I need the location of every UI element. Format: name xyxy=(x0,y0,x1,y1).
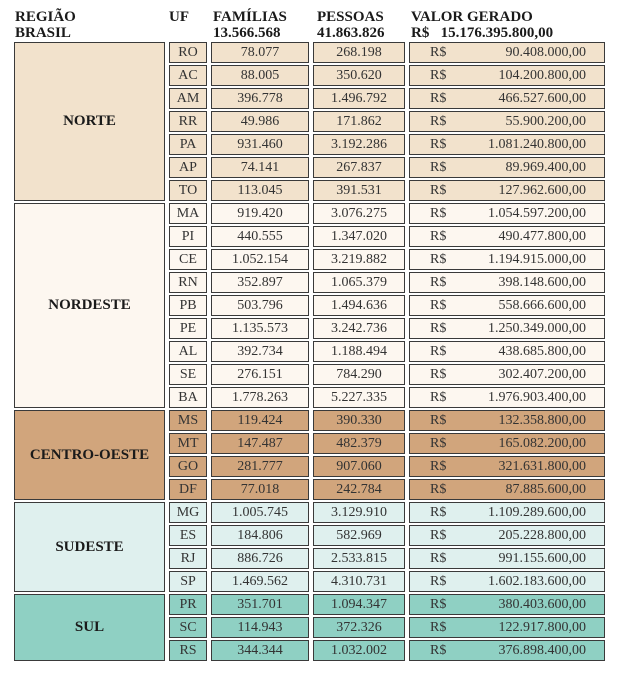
uf-column-header: UF xyxy=(169,9,189,25)
brasil-label: BRASIL xyxy=(15,25,71,41)
valor-value: 1.602.183.600,00 xyxy=(488,574,586,589)
familias-cell: 1.469.562 xyxy=(211,571,309,592)
familias-cell: 352.897 xyxy=(211,272,309,293)
valor-value: 1.194.915.000,00 xyxy=(488,252,586,267)
pessoas-cell: 1.494.636 xyxy=(313,295,405,316)
pessoas-cell: 171.862 xyxy=(313,111,405,132)
familias-cell: 77.018 xyxy=(211,479,309,500)
pessoas-cell: 1.188.494 xyxy=(313,341,405,362)
uf-cell: PI xyxy=(169,226,207,247)
pessoas-cell: 482.379 xyxy=(313,433,405,454)
pessoas-cell: 1.032.002 xyxy=(313,640,405,661)
currency-label: R$ xyxy=(430,390,447,405)
currency-label: R$ xyxy=(430,436,447,451)
valor-value: 380.403.600,00 xyxy=(498,597,586,612)
valor-value: 398.148.600,00 xyxy=(498,275,586,290)
uf-cell: AM xyxy=(169,88,207,109)
uf-cell: GO xyxy=(169,456,207,477)
uf-cell: SC xyxy=(169,617,207,638)
currency-label: R$ xyxy=(430,252,447,267)
valor-value: 87.885.600,00 xyxy=(505,482,586,497)
familias-cell: 78.077 xyxy=(211,42,309,63)
uf-cell: RJ xyxy=(169,548,207,569)
currency-label: R$ xyxy=(430,413,447,428)
uf-cell: RN xyxy=(169,272,207,293)
currency-label: R$ xyxy=(430,551,447,566)
familias-cell: 281.777 xyxy=(211,456,309,477)
valor-value: 1.976.903.400,00 xyxy=(488,390,586,405)
familias-cell: 931.460 xyxy=(211,134,309,155)
currency-label: R$ xyxy=(430,229,447,244)
valor-value: 165.082.200,00 xyxy=(498,436,586,451)
familias-cell: 74.141 xyxy=(211,157,309,178)
uf-cell: SE xyxy=(169,364,207,385)
pessoas-cell: 1.496.792 xyxy=(313,88,405,109)
familias-cell: 114.943 xyxy=(211,617,309,638)
pessoas-cell: 267.837 xyxy=(313,157,405,178)
valor-cell xyxy=(409,617,605,638)
valor-cell xyxy=(409,65,605,86)
region-cell: NORDESTE xyxy=(14,203,165,408)
currency-label: R$ xyxy=(430,137,447,152)
uf-cell: RS xyxy=(169,640,207,661)
valor-value: 490.477.800,00 xyxy=(498,229,586,244)
currency-label: R$ xyxy=(430,91,447,106)
pessoas-cell: 390.330 xyxy=(313,410,405,431)
familias-cell: 396.778 xyxy=(211,88,309,109)
currency-label: R$ xyxy=(430,574,447,589)
valor-value: 89.969.400,00 xyxy=(505,160,586,175)
uf-cell: AP xyxy=(169,157,207,178)
pessoas-cell: 582.969 xyxy=(313,525,405,546)
pessoas-cell: 3.129.910 xyxy=(313,502,405,523)
pessoas-cell: 350.620 xyxy=(313,65,405,86)
valor-cell xyxy=(409,272,605,293)
familias-cell: 276.151 xyxy=(211,364,309,385)
pessoas-cell: 1.094.347 xyxy=(313,594,405,615)
currency-label: R$ xyxy=(430,160,447,175)
familias-cell: 1.778.263 xyxy=(211,387,309,408)
pessoas-total: 41.863.826 xyxy=(317,25,385,41)
currency-label: R$ xyxy=(430,275,447,290)
valor-value: 122.917.800,00 xyxy=(498,620,586,635)
valor-cell xyxy=(409,318,605,339)
valor-cell xyxy=(409,295,605,316)
currency-label: R$ xyxy=(430,459,447,474)
uf-cell: CE xyxy=(169,249,207,270)
uf-cell: PB xyxy=(169,295,207,316)
valor-value: 205.228.800,00 xyxy=(498,528,586,543)
valor-cell xyxy=(409,42,605,63)
valor-cell xyxy=(409,387,605,408)
familias-total: 13.566.568 xyxy=(213,25,281,41)
valor-value: 991.155.600,00 xyxy=(498,551,586,566)
valor-cell xyxy=(409,180,605,201)
pessoas-cell: 2.533.815 xyxy=(313,548,405,569)
valor-value: 1.081.240.800,00 xyxy=(488,137,586,152)
familias-cell: 119.424 xyxy=(211,410,309,431)
currency-label: R$ xyxy=(430,528,447,543)
region-cell: NORTE xyxy=(14,42,165,201)
currency-label: R$ xyxy=(430,643,447,658)
pessoas-cell: 3.076.275 xyxy=(313,203,405,224)
valor-value: 438.685.800,00 xyxy=(498,344,586,359)
valor-cell xyxy=(409,88,605,109)
valor-value: 558.666.600,00 xyxy=(498,298,586,313)
familias-cell: 919.420 xyxy=(211,203,309,224)
valor-column-header: VALOR GERADO xyxy=(411,9,533,25)
currency-label: R$ xyxy=(430,505,447,520)
currency-label: R$ xyxy=(430,620,447,635)
valor-total: R$ 15.176.395.800,00 xyxy=(411,25,554,41)
familias-cell: 49.986 xyxy=(211,111,309,132)
currency-label: R$ xyxy=(430,114,447,129)
valor-cell xyxy=(409,594,605,615)
familias-cell: 184.806 xyxy=(211,525,309,546)
valor-cell xyxy=(409,134,605,155)
valor-value: 302.407.200,00 xyxy=(498,367,586,382)
uf-cell: DF xyxy=(169,479,207,500)
region-cell: SUDESTE xyxy=(14,502,165,592)
uf-cell: MG xyxy=(169,502,207,523)
pessoas-cell: 268.198 xyxy=(313,42,405,63)
familias-cell: 1.005.745 xyxy=(211,502,309,523)
familias-cell: 88.005 xyxy=(211,65,309,86)
familias-cell: 113.045 xyxy=(211,180,309,201)
valor-value: 1.054.597.200,00 xyxy=(488,206,586,221)
pessoas-column-header: PESSOAS xyxy=(317,9,384,25)
uf-cell: AC xyxy=(169,65,207,86)
uf-cell: MS xyxy=(169,410,207,431)
familias-cell: 503.796 xyxy=(211,295,309,316)
region-cell: CENTRO-OESTE xyxy=(14,410,165,500)
familias-cell: 1.135.573 xyxy=(211,318,309,339)
region-column-header: REGIÃO xyxy=(15,9,76,25)
valor-cell xyxy=(409,364,605,385)
pessoas-cell: 391.531 xyxy=(313,180,405,201)
pessoas-cell: 3.242.736 xyxy=(313,318,405,339)
valor-cell xyxy=(409,456,605,477)
uf-cell: ES xyxy=(169,525,207,546)
pessoas-cell: 907.060 xyxy=(313,456,405,477)
region-cell: SUL xyxy=(14,594,165,661)
uf-cell: AL xyxy=(169,341,207,362)
currency-label: R$ xyxy=(430,597,447,612)
familias-cell: 351.701 xyxy=(211,594,309,615)
valor-value: 1.109.289.600,00 xyxy=(488,505,586,520)
uf-cell: MT xyxy=(169,433,207,454)
familias-cell: 392.734 xyxy=(211,341,309,362)
currency-label: R$ xyxy=(430,206,447,221)
pessoas-cell: 1.347.020 xyxy=(313,226,405,247)
pessoas-cell: 372.326 xyxy=(313,617,405,638)
valor-value: 127.962.600,00 xyxy=(498,183,586,198)
valor-cell xyxy=(409,410,605,431)
currency-label: R$ xyxy=(430,321,447,336)
valor-cell xyxy=(409,479,605,500)
valor-cell xyxy=(409,571,605,592)
valor-cell xyxy=(409,157,605,178)
pessoas-cell: 1.065.379 xyxy=(313,272,405,293)
familias-cell: 147.487 xyxy=(211,433,309,454)
pessoas-cell: 5.227.335 xyxy=(313,387,405,408)
valor-cell xyxy=(409,548,605,569)
currency-label: R$ xyxy=(430,68,447,83)
uf-cell: BA xyxy=(169,387,207,408)
valor-value: 376.898.400,00 xyxy=(498,643,586,658)
uf-cell: PE xyxy=(169,318,207,339)
familias-cell: 344.344 xyxy=(211,640,309,661)
pessoas-cell: 242.784 xyxy=(313,479,405,500)
pessoas-cell: 3.192.286 xyxy=(313,134,405,155)
valor-value: 1.250.349.000,00 xyxy=(488,321,586,336)
valor-cell xyxy=(409,203,605,224)
uf-cell: TO xyxy=(169,180,207,201)
currency-label: R$ xyxy=(430,482,447,497)
familias-cell: 1.052.154 xyxy=(211,249,309,270)
uf-cell: PR xyxy=(169,594,207,615)
familias-cell: 440.555 xyxy=(211,226,309,247)
familias-cell: 886.726 xyxy=(211,548,309,569)
valor-value: 104.200.800,00 xyxy=(498,68,586,83)
valor-cell xyxy=(409,111,605,132)
currency-label: R$ xyxy=(430,344,447,359)
uf-cell: RR xyxy=(169,111,207,132)
currency-label: R$ xyxy=(430,45,447,60)
valor-value: 466.527.600,00 xyxy=(498,91,586,106)
pessoas-cell: 3.219.882 xyxy=(313,249,405,270)
valor-cell xyxy=(409,502,605,523)
uf-cell: PA xyxy=(169,134,207,155)
valor-value: 55.900.200,00 xyxy=(505,114,586,129)
valor-value: 132.358.800,00 xyxy=(498,413,586,428)
valor-cell xyxy=(409,525,605,546)
valor-value: 90.408.000,00 xyxy=(505,45,586,60)
uf-cell: MA xyxy=(169,203,207,224)
valor-cell xyxy=(409,433,605,454)
currency-label: R$ xyxy=(430,367,447,382)
uf-cell: SP xyxy=(169,571,207,592)
pessoas-cell: 784.290 xyxy=(313,364,405,385)
valor-value: 321.631.800,00 xyxy=(498,459,586,474)
currency-label: R$ xyxy=(430,298,447,313)
valor-cell xyxy=(409,249,605,270)
familias-column-header: FAMÍLIAS xyxy=(213,9,287,25)
currency-label: R$ xyxy=(430,183,447,198)
valor-cell xyxy=(409,341,605,362)
valor-cell xyxy=(409,226,605,247)
uf-cell: RO xyxy=(169,42,207,63)
pessoas-cell: 4.310.731 xyxy=(313,571,405,592)
valor-cell xyxy=(409,640,605,661)
